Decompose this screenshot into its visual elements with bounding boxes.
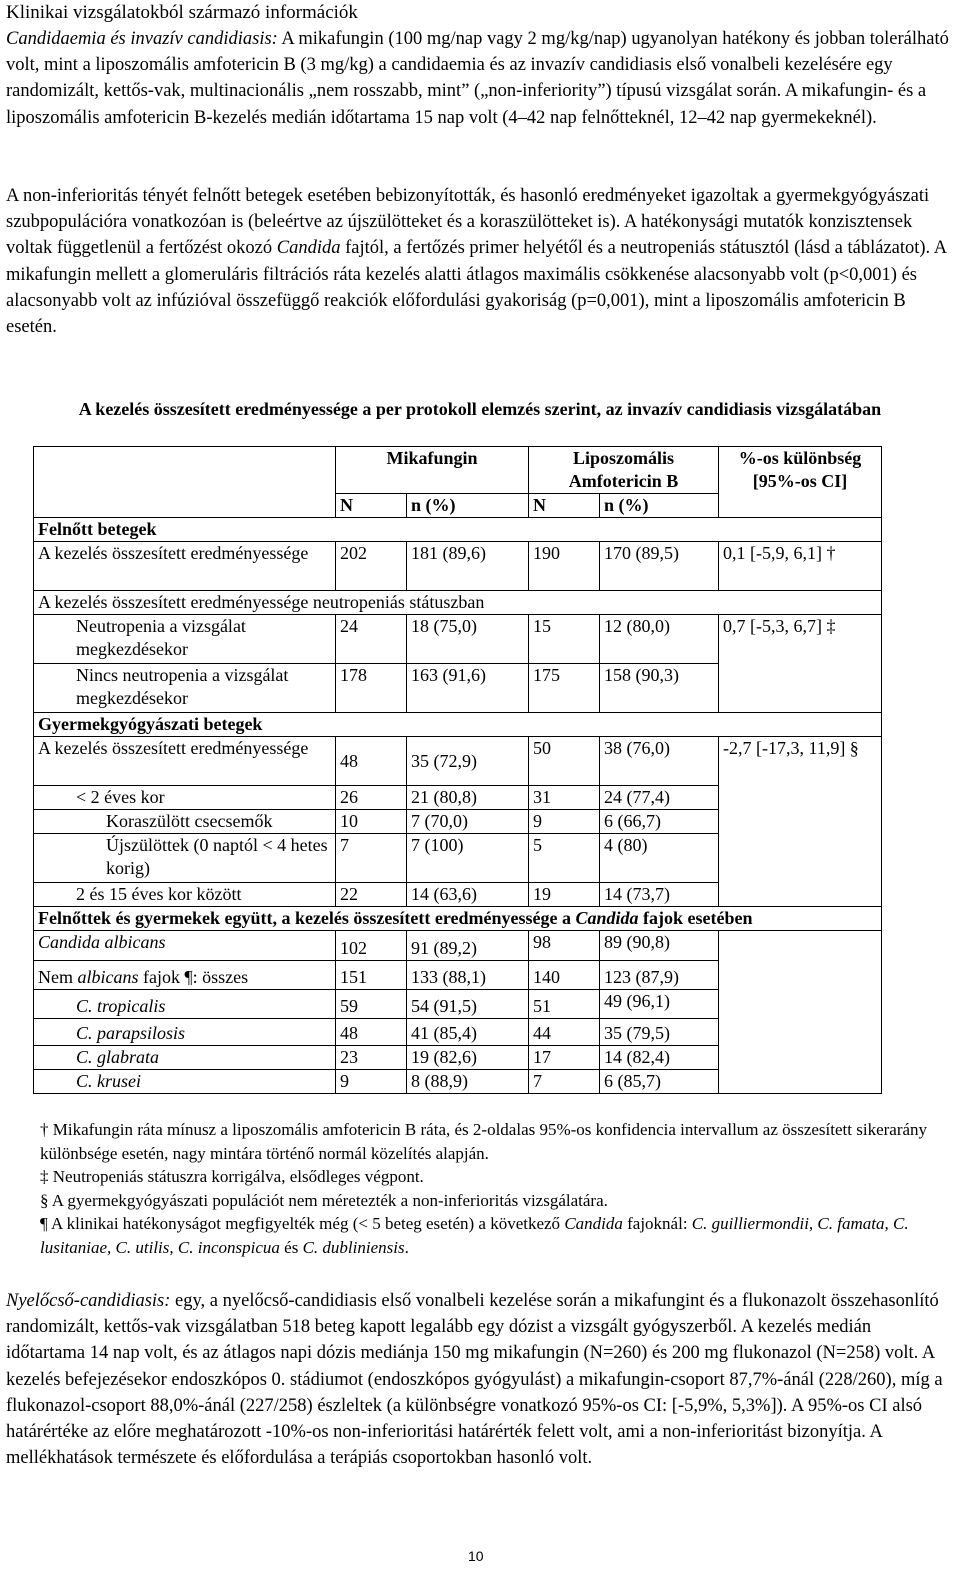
table-row xyxy=(34,1019,882,1046)
cell-diff-empty xyxy=(719,1070,882,1094)
species-name: C. glabrata xyxy=(76,1047,160,1067)
species-name: C. krusei xyxy=(76,1071,141,1091)
table-row xyxy=(34,591,882,615)
table-row xyxy=(34,664,882,713)
cell-lipo-n: 19 xyxy=(529,883,600,907)
cell-lipo-pct: 89 (90,8) xyxy=(600,931,719,961)
footnote-text: fajoknál: xyxy=(622,1214,692,1233)
row-label-text: fajok ¶: összes xyxy=(138,967,249,987)
row-label-text: Nem xyxy=(38,967,78,987)
paragraph-italic: Candida xyxy=(276,238,341,259)
cell-lipo-n: 15 xyxy=(529,615,600,664)
cell-diff-empty xyxy=(719,810,882,834)
cell-diff: 0,1 [-5,9, 6,1] † xyxy=(719,542,882,591)
footnote-italic: C. dubliniensis xyxy=(302,1237,405,1257)
table-header-empty xyxy=(34,494,336,518)
subheader-n: N xyxy=(336,494,407,518)
table-row xyxy=(34,737,882,786)
row-label: A kezelés összesített eredményessége xyxy=(34,542,336,591)
cell-mika-n: 102 xyxy=(336,931,407,961)
cell-mika-pct: 35 (72,9) xyxy=(407,737,529,786)
table-row xyxy=(34,1046,882,1070)
cell-mika-pct: 181 (89,6) xyxy=(407,542,529,591)
cell-mika-pct: 163 (91,6) xyxy=(407,664,529,713)
cell-lipo-n: 5 xyxy=(529,834,600,883)
cell-mika-pct: 41 (85,4) xyxy=(407,1019,529,1046)
cell-mika-pct: 14 (63,6) xyxy=(407,883,529,907)
table-row xyxy=(34,931,882,961)
subheader-npct: n (%) xyxy=(600,494,719,518)
cell-diff: -2,7 [-17,3, 11,9] § xyxy=(719,737,882,786)
cell-lipo-pct: 6 (85,7) xyxy=(600,1070,719,1094)
footnote-italic: C. guilliermondii, C. famata, C. lusitaniae, C. utilis, C. inconspicua xyxy=(40,1214,909,1257)
cell-lipo-pct: 12 (80,0) xyxy=(600,615,719,664)
cell-diff-empty xyxy=(719,883,882,907)
table-header-row xyxy=(34,447,882,494)
row-label xyxy=(34,931,336,961)
footnote-dagger: † Mikafungin ráta mínusz a liposzomális amfotericin B ráta, és 2-oldalas 95%-os konfidencia intervallum az összesített sikerarány különbsége esetén, nagy mintára történő normál közelítés alapján. xyxy=(40,1120,928,1163)
header-difference: %-os különbség [95%-os CI] xyxy=(719,447,882,518)
subheader-npct: n (%) xyxy=(407,494,529,518)
cell-diff-empty xyxy=(719,786,882,810)
cell-diff-empty xyxy=(719,664,882,713)
cell-mika-n: 178 xyxy=(336,664,407,713)
table-row xyxy=(34,615,882,664)
paragraph-text: fajtól, a fertőzés primer helyétől és a neutropeniás státusztól (lásd a táblázatot). A mikafungin mellett a glomeruláris filtrációs ráta kezelés alatti átlagos maximális csökkenése alacsonyabb volt (p<0,001) és alacsonyabb volt az infúzióval összefüggő reakciók előfordulási gyakoriság (p=0,001), mint a liposzomális amfotericin B esetén. xyxy=(6,238,947,338)
header-mikafungin: Mikafungin xyxy=(336,447,529,494)
section-pediatric: Gyermekgyógyászati betegek xyxy=(34,713,882,737)
cell-lipo-n: 31 xyxy=(529,786,600,810)
cell-lipo-pct: 38 (76,0) xyxy=(600,737,719,786)
cell-mika-pct: 21 (80,8) xyxy=(407,786,529,810)
paragraph-lead: Candidaemia és invazív candidiasis: xyxy=(6,29,278,49)
row-label-text: A kezelés összesített eredményessége xyxy=(38,738,309,758)
cell-diff-empty xyxy=(719,931,882,961)
cell-mika-n: 22 xyxy=(336,883,407,907)
cell-mika-pct: 18 (75,0) xyxy=(407,615,529,664)
cell-lipo-n: 51 xyxy=(529,990,600,1019)
row-label: Újszülöttek (0 naptól < 4 hetes korig) xyxy=(34,834,336,883)
cell-diff-empty xyxy=(719,990,882,1019)
paragraph-esophageal xyxy=(6,1288,952,1471)
row-label: Nincs neutropenia a vizsgálat megkezdésekor xyxy=(34,664,336,713)
cell-lipo-pct: 170 (89,5) xyxy=(600,542,719,591)
cell-mika-n: 9 xyxy=(336,1070,407,1094)
cell-diff-empty xyxy=(719,1019,882,1046)
cell-mika-n: 59 xyxy=(336,990,407,1019)
cell-mika-pct: 91 (89,2) xyxy=(407,931,529,961)
cell-lipo-pct: 35 (79,5) xyxy=(600,1019,719,1046)
section-adult: Felnőtt betegek xyxy=(34,518,882,542)
paragraph-text: A mikafungin (100 mg/nap vagy 2 mg/kg/nap) ugyanolyan hatékony és jobban tolerálható volt, mint a liposzomális amfotericin B (3 mg/kg) a candidaemia és az invazív candidiasis első vonalbeli kezelésére egy randomizált, kettős-vak, multinacionális „nem rosszabb, mint” („non-inferiority”) típusú vizsgálat során. A mikafungin- és a liposzomális amfotericin B-kezelés medián időtartama 15 nap volt (4‒42 nap felnőtteknél, 12‒42 nap gyermekeknél). xyxy=(6,29,949,128)
table-row xyxy=(34,542,882,591)
paragraph-candidaemia xyxy=(6,26,952,131)
cell-lipo-pct: 14 (82,4) xyxy=(600,1046,719,1070)
cell-lipo-n: 9 xyxy=(529,810,600,834)
cell-mika-pct: 7 (100) xyxy=(407,834,529,883)
subheader-n: N xyxy=(529,494,600,518)
cell-lipo-n: 17 xyxy=(529,1046,600,1070)
cell-lipo-n: 50 xyxy=(529,737,600,786)
page-number: 10 xyxy=(468,1548,484,1564)
cell-mika-n: 24 xyxy=(336,615,407,664)
cell-lipo-pct: 4 (80) xyxy=(600,834,719,883)
section-heading: Klinikai vizsgálatokból származó információk xyxy=(6,2,358,23)
cell-lipo-n: 98 xyxy=(529,931,600,961)
cell-lipo-pct: 24 (77,4) xyxy=(600,786,719,810)
table-row xyxy=(34,961,882,990)
species-heading-text: fajok esetében xyxy=(638,908,753,928)
cell-lipo-n: 140 xyxy=(529,961,600,990)
cell-diff: 0,7 [-5,3, 6,7] ‡ xyxy=(719,615,882,664)
cell-mika-pct: 8 (88,9) xyxy=(407,1070,529,1094)
cell-mika-pct: 54 (91,5) xyxy=(407,990,529,1019)
cell-lipo-pct: 158 (90,3) xyxy=(600,664,719,713)
row-label: Koraszülött csecsemők xyxy=(34,810,336,834)
neutro-heading: A kezelés összesített eredményessége neutropeniás státuszban xyxy=(34,591,882,615)
cell-mika-n: 10 xyxy=(336,810,407,834)
table-header-empty xyxy=(34,447,336,494)
table-row xyxy=(34,883,882,907)
table-title: A kezelés összesített eredményessége a per protokoll elemzés szerint, az invazív candidiasis vizsgálatában xyxy=(78,399,882,419)
paragraph-text: egy, a nyelőcső-candidiasis első vonalbeli kezelése során a mikafungint és a flukonazolt összehasonlító randomizált, kettős-vak vizsgálatban 518 beteg kapott legalább egy dózist a vizsgált gyógyszerből. A kezelés medián időtartama 14 nap volt, és az átlagos napi dózis mediánja 150 mg mikafungin (N=260) és 200 mg flukonazol (N=258) volt. A kezelés befejezésekor endoszkópos 0. stádiumot (endoszkópos gyógyulást) a mikafungin-csoport 87,7%-ánál (228/260), míg a flukonazol-csoport 88,0%-ánál (227/258) észleltek (a különbségre vonatkozó 95%-os CI: [-5,9%, 5,3%]). A 95%-os CI alsó határértéke az előre meghatározott -10%-os non-inferioritási határérték felett volt, ami a non-inferioritást bizonyítja. A mellékhatások természete és előfordulása a terápiás csoportokban hasonló volt. xyxy=(6,1291,943,1469)
table-row xyxy=(34,786,882,810)
species-heading xyxy=(34,907,882,931)
cell-mika-n: 48 xyxy=(336,737,407,786)
species-name: Candida albicans xyxy=(38,932,166,952)
cell-lipo-pct: 123 (87,9) xyxy=(600,961,719,990)
row-label: < 2 éves kor xyxy=(34,786,336,810)
results-table xyxy=(33,446,882,1094)
cell-diff-empty xyxy=(719,1046,882,1070)
cell-mika-pct: 19 (82,6) xyxy=(407,1046,529,1070)
footnote-double-dagger: ‡ Neutropeniás státuszra korrigálva, elsődleges végpont. xyxy=(40,1167,424,1186)
row-label xyxy=(34,1070,336,1094)
cell-lipo-pct: 6 (66,7) xyxy=(600,810,719,834)
footnote-italic: Candida xyxy=(564,1214,623,1233)
row-label xyxy=(34,990,336,1019)
cell-lipo-n: 44 xyxy=(529,1019,600,1046)
row-label xyxy=(34,1019,336,1046)
cell-mika-n: 26 xyxy=(336,786,407,810)
cell-diff-empty xyxy=(719,961,882,990)
table-row xyxy=(34,907,882,931)
species-name: C. parapsilosis xyxy=(76,1023,186,1043)
cell-lipo-pct: 14 (73,7) xyxy=(600,883,719,907)
cell-mika-pct: 133 (88,1) xyxy=(407,961,529,990)
cell-lipo-n: 190 xyxy=(529,542,600,591)
paragraph-lead: Nyelőcső-candidiasis: xyxy=(6,1291,171,1311)
species-heading-text: Felnőttek és gyermekek együtt, a kezelés összesített eredményessége a xyxy=(38,908,576,928)
cell-lipo-n: 7 xyxy=(529,1070,600,1094)
row-label-italic: albicans xyxy=(77,967,139,987)
cell-mika-n: 151 xyxy=(336,961,407,990)
row-label: Neutropenia a vizsgálat megkezdésekor xyxy=(34,615,336,664)
cell-mika-pct: 7 (70,0) xyxy=(407,810,529,834)
paragraph-non-inferiority xyxy=(6,183,952,340)
row-label xyxy=(34,1046,336,1070)
cell-lipo-n: 175 xyxy=(529,664,600,713)
row-label xyxy=(34,961,336,990)
footnote-section: § A gyermekgyógyászati populációt nem méretezték a non-inferioritás vizsgálatára. xyxy=(40,1190,608,1210)
paragraph-text: A non-inferioritás tényét felnőtt betegek esetében bebizonyították, és hasonló eredményeket igazoltak a gyermekgyógyászati szubpopulációra vonatkozóan is (beleértve az újszülötteket és a koraszülötteket is). A hatékonysági mutatók konzisztensek voltak függetlenül a fertőzést okozó xyxy=(6,186,930,259)
species-name: C. tropicalis xyxy=(76,996,166,1016)
table-row xyxy=(34,810,882,834)
cell-mika-n: 7 xyxy=(336,834,407,883)
table-row xyxy=(34,1070,882,1094)
table-row xyxy=(34,990,882,1019)
footnote-text: és xyxy=(279,1237,303,1257)
cell-mika-n: 202 xyxy=(336,542,407,591)
cell-diff-empty xyxy=(719,834,882,883)
header-liposomal: Liposzomális Amfotericin B xyxy=(529,447,719,494)
table-row xyxy=(34,518,882,542)
footnote-pilcrow xyxy=(40,1212,940,1259)
species-heading-italic: Candida xyxy=(575,908,639,928)
footnote-text: . xyxy=(404,1237,409,1257)
cell-mika-n: 23 xyxy=(336,1046,407,1070)
cell-mika-n: 48 xyxy=(336,1019,407,1046)
row-label xyxy=(34,737,336,786)
row-label: 2 és 15 éves kor között xyxy=(34,883,336,907)
footnote-text: ¶ A klinikai hatékonyságot megfigyelték még (< 5 beteg esetén) a következő xyxy=(40,1214,565,1233)
table-row xyxy=(34,834,882,883)
table-row xyxy=(34,713,882,737)
table-footnotes xyxy=(40,1118,940,1259)
cell-lipo-pct: 49 (96,1) xyxy=(600,990,719,1019)
